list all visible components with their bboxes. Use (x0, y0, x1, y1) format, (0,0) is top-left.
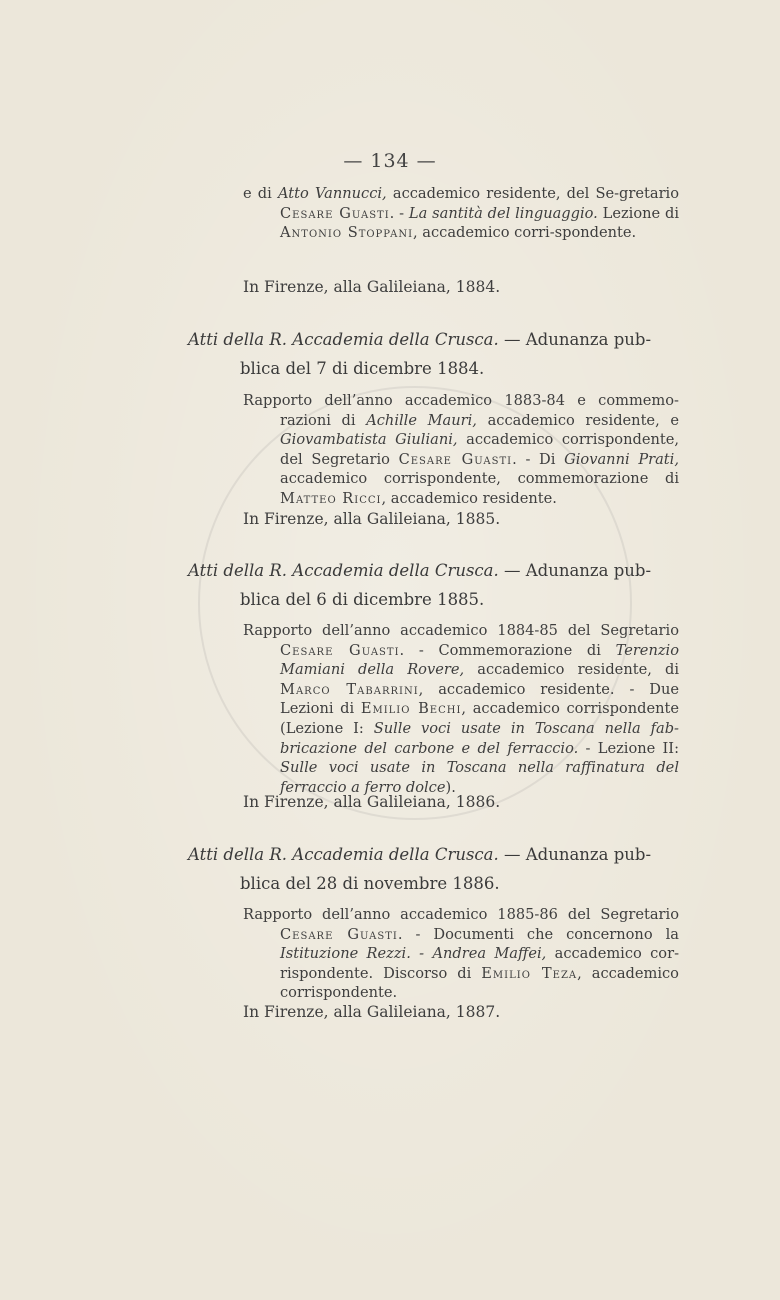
entry-1-body-run: accademico residente, e (476, 411, 679, 429)
entry-3-title-line2: blica del 28 di novembre 1886. (240, 874, 500, 893)
entry-3-title-rest: — Adunanza pub- (498, 845, 652, 864)
entry-0-body (243, 184, 679, 243)
entry-1-body-run: Cesare Guasti (398, 450, 513, 468)
entry-2-body-run: , accademico residente. - Due Lezioni di (280, 680, 680, 718)
entry-2-title-line2: blica del 6 di dicembre 1885. (240, 590, 485, 609)
entry-1-body-run: , accademico residente. (381, 489, 557, 507)
entry-2-body-run: Sulle voci usate in Toscana nella raffinatura del ferraccio a ferro dolce (280, 759, 679, 796)
entry-3-body-run: Istituzione Rezzi. - Andrea Maffei, (280, 945, 547, 963)
entry-3-imprint: In Firenze, alla Galileiana, 1887. (243, 1003, 501, 1021)
entry-0-body-run: Lezione di (597, 204, 679, 222)
entry-3-body-run: , accademico corrispondente. (280, 964, 679, 1002)
entry-1-body (243, 391, 679, 509)
entry-2-body-run: Rapporto dell’anno accademico 1884-85 del Segretario (243, 622, 679, 639)
entry-2-body (243, 621, 679, 797)
entry-1-body-run: accademico corrispondente, commemorazione di (280, 470, 679, 488)
entry-2-body-run: , accademico corrispondente (Lezione I: (280, 700, 679, 737)
entry-0-imprint: In Firenze, alla Galileiana, 1884. (243, 278, 501, 296)
entry-1-title-italic: Atti della R. Accademia della Crusca. (188, 330, 499, 349)
entry-0-body-run: e di (243, 185, 278, 202)
entry-1-body-run: Giovanni Prati, (564, 450, 679, 468)
entry-3-body-run: . - Documenti che concernono la (397, 925, 679, 943)
entry-3-body (243, 905, 679, 1003)
entry-0-body-run: La santità del linguaggio. (408, 204, 598, 222)
entry-3-title-italic: Atti della R. Accademia della Crusca. (188, 845, 499, 864)
entry-3-body-run: accademico cor-rispondente. Discorso di (280, 945, 680, 982)
entry-1-body-run: accademico corrispondente, del Segretario (280, 431, 679, 468)
entry-1-body-run: Giovambatista Giuliani, (280, 431, 458, 449)
entry-2-title-italic: Atti della R. Accademia della Crusca. (188, 561, 499, 580)
entry-1-title (188, 325, 680, 383)
entry-2-body-run: Cesare Guasti (280, 641, 400, 659)
entry-2-body-run: Marco Tabarrini (280, 680, 419, 698)
entry-2-body-run: Terenzio Mamiani della Rovere, (280, 641, 679, 679)
entry-2-body-run: Sulle voci usate in Toscana nella fab-bricazione del carbone e del ferraccio. (280, 719, 679, 757)
entry-3-body-run: Rapporto dell’anno accademico 1885-86 del Segretario (243, 906, 679, 923)
entry-2-body-run: . - Commemorazione di (399, 641, 616, 659)
entry-0-body-run: Cesare Guasti (280, 204, 390, 222)
entry-1-body-run: . - Di (512, 450, 565, 468)
entry-2-body-run: accademico residente, di (464, 661, 679, 679)
page-number: — 134 — (343, 150, 437, 172)
entry-2-body-run: Emilio Bechi (360, 700, 462, 718)
entry-1-body-run: Matteo Ricci (280, 489, 382, 507)
entry-2-imprint: In Firenze, alla Galileiana, 1886. (243, 793, 501, 811)
entry-2-body-run: ). (445, 778, 456, 796)
entry-2-title-rest: — Adunanza pub- (498, 561, 652, 580)
entry-2-body-run: - Lezione II: (578, 739, 679, 757)
entry-1-imprint: In Firenze, alla Galileiana, 1885. (243, 510, 501, 528)
entry-0-body-run: accademico residente, del Se-gretario (386, 185, 679, 202)
entry-3-title (188, 840, 680, 898)
entry-3-body-run: Emilio Teza (481, 964, 578, 982)
entry-2-title (188, 556, 680, 614)
entry-0-body-run: Antonio Stoppani (280, 224, 414, 242)
entry-1-body-run: Rapporto dell’anno accademico 1883-84 e commemo-razioni di (243, 392, 679, 429)
entry-3-body-run: Cesare Guasti (280, 925, 398, 943)
entry-0-body-run: Atto Vannucci, (277, 185, 387, 202)
entry-1-title-rest: — Adunanza pub- (498, 330, 652, 349)
entry-0-body-run: . - (389, 204, 409, 222)
entry-0-body-run: , accademico corri-spondente. (413, 224, 637, 242)
entry-1-body-run: Achille Mauri, (366, 411, 477, 429)
entry-1-title-line2: blica del 7 di dicembre 1884. (240, 359, 485, 378)
